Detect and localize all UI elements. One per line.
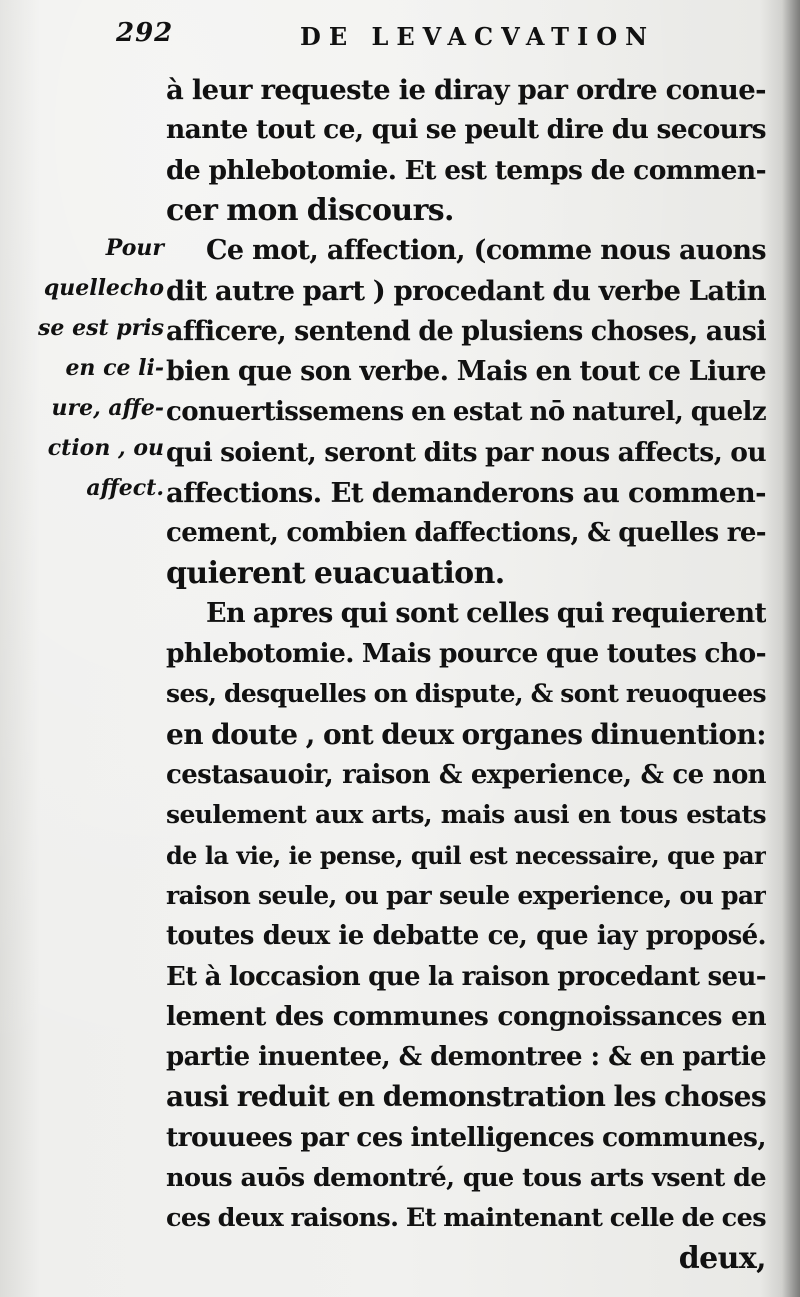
page-edge-shadow [782, 0, 800, 1297]
margin-note-line: affect. [86, 475, 164, 501]
page-header [112, 18, 672, 58]
text-line: partie inuentee, & demontree : & en partie [166, 1042, 766, 1073]
text-line: ausi reduit en demonstration les choses [166, 1080, 766, 1114]
margin-note-line: en ce li- [65, 355, 164, 381]
text-line: de phlebotomie. Et est temps de commen- [166, 154, 766, 186]
text-line: dit autre part ) procedant du verbe Latin [166, 275, 766, 308]
text-line: afficere, sentend de plusiens choses, ausi [166, 315, 766, 347]
text-line: toutes deux ie debatte ce, que iay proposé. [166, 921, 766, 952]
text-line: raison seule, ou par seule experience, ou par [166, 880, 766, 910]
text-line: nante tout ce, qui se peult dire du secours [166, 114, 766, 146]
text-line: lement des communes congnoissances en [166, 1000, 766, 1032]
text-line: ces deux raisons. Et maintenant celle de ces [166, 1203, 766, 1234]
text-line: Et à loccasion que la raison procedant seu- [166, 961, 766, 992]
margin-note-line: Pour [105, 235, 164, 261]
margin-note-line: quellecho [43, 275, 164, 301]
text-line: à leur requeste ie diray par ordre conue- [166, 74, 766, 106]
text-line: cestasauoir, raison & experience, & ce non [166, 760, 766, 791]
paragraph-start-line: En apres qui sont celles qui requierent [206, 597, 766, 629]
text-line: cement, combien daffections, & quelles re- [166, 518, 766, 549]
text-line: qui soient, seront dits par nous affects, ou [166, 436, 766, 468]
text-line: phlebotomie. Mais pource que toutes cho- [166, 638, 766, 670]
catchword: deux, [678, 1240, 766, 1276]
margin-note-line: se est pris [38, 315, 164, 341]
page-number: 292 [116, 18, 174, 48]
margin-note [14, 228, 164, 508]
text-line: seulement aux arts, mais ausi en tous estats [166, 800, 766, 830]
text-line: nous auōs demontré, que tous arts vsent de [166, 1163, 766, 1194]
margin-note-line: ure, affe- [51, 395, 164, 421]
text-line: cer mon discours. [166, 192, 454, 228]
text-line: affections. Et demanderons au commen- [166, 476, 766, 509]
main-text [166, 70, 766, 1279]
text-line: conuertissemens en estat nō naturel, quelz [166, 397, 766, 428]
text-line: de la vie, ie pense, quil est necessaire, que par [166, 840, 766, 870]
text-line: quierent euacuation. [166, 555, 505, 591]
running-title: DE LEVACVATION [300, 22, 656, 51]
margin-note-line: ction , ou [47, 435, 164, 461]
text-line: ses, desquelles on dispute, & sont reuoquees [166, 679, 766, 709]
paragraph-start-line: Ce mot, affection, (comme nous auons [206, 235, 766, 267]
text-line: bien que son verbe. Mais en tout ce Liure [166, 356, 766, 388]
text-line: trouuees par ces intelligences communes, [166, 1121, 766, 1153]
text-line: en doute , ont deux organes dinuention: [166, 717, 766, 751]
